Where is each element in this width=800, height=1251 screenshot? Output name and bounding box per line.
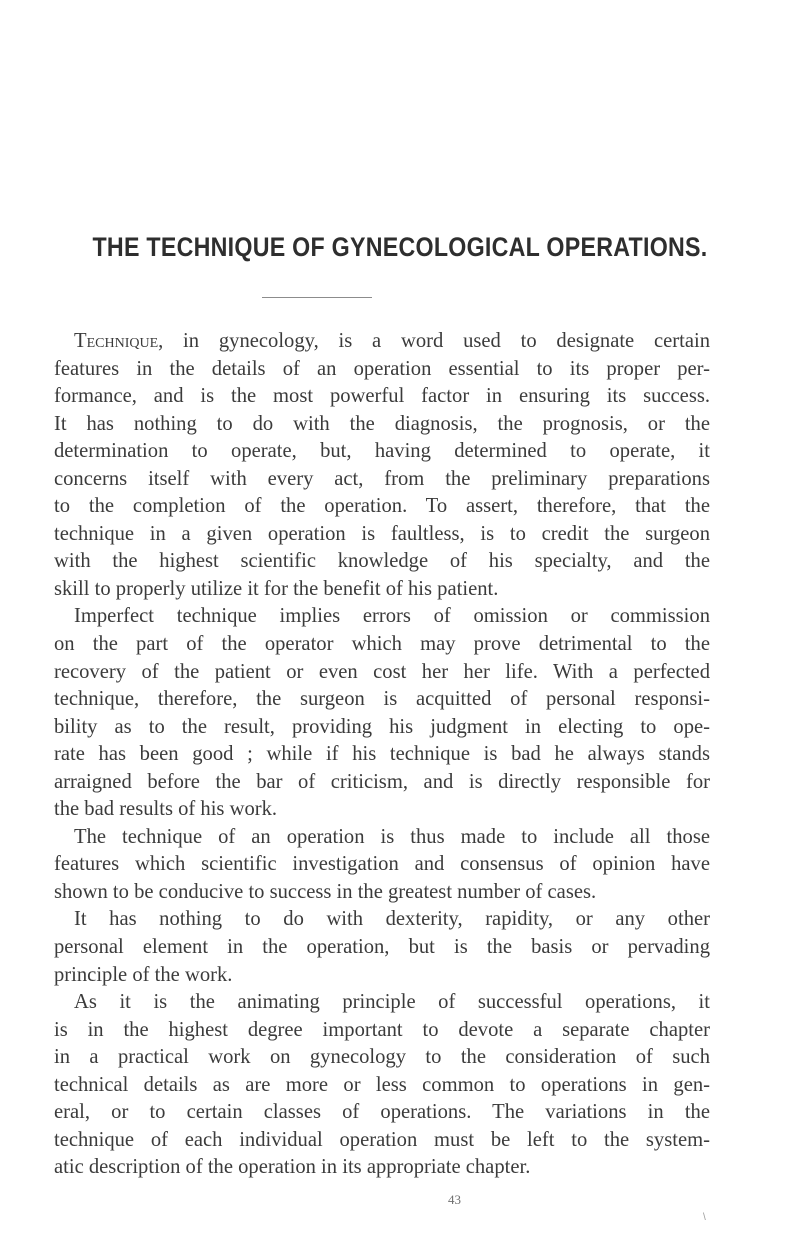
text-line: recovery of the patient or even cost her her life. With a perfected: [54, 660, 710, 683]
text-line: arraigned before the bar of criticism, and is directly responsible for: [54, 770, 710, 793]
text-line: formance, and is the most powerful factor in ensuring its success.: [54, 385, 710, 408]
text-line: rate has been good ; while if his technique is bad he always stands: [54, 743, 710, 766]
text-line: skill to properly utilize it for the benefit of his patient.: [54, 577, 499, 600]
page-number: 43: [448, 1192, 461, 1207]
text-line: principle of the work.: [54, 963, 233, 986]
chapter-title: THE TECHNIQUE OF GYNECOLOGICAL OPERATIONS.: [92, 232, 708, 262]
text-line: features which scientific investigation and consensus of opinion have: [54, 853, 710, 876]
text-line: It has nothing to do with the diagnosis, the prognosis, or the: [54, 412, 710, 435]
lead-word: Technique: [74, 330, 159, 352]
text-line: It has nothing to do with dexterity, rapidity, or any other: [74, 908, 710, 931]
text-line: Technique, in gynecology, is a word used to designate certain: [74, 330, 710, 352]
text-line: technique, therefore, the surgeon is acquitted of personal responsi-: [54, 688, 710, 711]
text-line: Imperfect technique implies errors of omission or commission: [74, 605, 710, 628]
text-line: in a practical work on gynecology to the consideration of such: [54, 1046, 710, 1069]
text-line: personal element in the operation, but is the basis or pervading: [54, 936, 710, 959]
text-line: shown to be conducive to success in the greatest number of cases.: [54, 880, 597, 903]
text-line: bility as to the result, providing his judgment in electing to ope-: [54, 715, 710, 738]
text-line: As it is the animating principle of successful operations, it: [74, 991, 710, 1014]
text-line: technical details as are more or less common to operations in gen-: [54, 1073, 710, 1096]
title-rule: [262, 297, 372, 298]
text-line: concerns itself with every act, from the preliminary preparations: [54, 467, 710, 490]
text-line: the bad results of his work.: [54, 798, 278, 821]
text-line: with the highest scientific knowledge of his specialty, and the: [54, 550, 710, 573]
text-line: determination to operate, but, having determined to operate, it: [54, 440, 710, 463]
text-line: atic description of the operation in its appropriate chapter.: [54, 1156, 531, 1179]
text-line: eral, or to certain classes of operations. The variations in the: [54, 1101, 710, 1124]
text-line: The technique of an operation is thus made to include all those: [74, 825, 710, 848]
stray-mark: \: [703, 1212, 706, 1223]
body-text: [54, 328, 710, 1182]
text-line: on the part of the operator which may prove detrimental to the: [54, 633, 710, 656]
text-line: technique in a given operation is faultless, is to credit the surgeon: [54, 522, 710, 545]
text-line: to the completion of the operation. To assert, therefore, that the: [54, 495, 710, 518]
text-line: is in the highest degree important to devote a separate chapter: [54, 1018, 710, 1041]
text-line: technique of each individual operation must be left to the system-: [54, 1128, 710, 1151]
text-line: features in the details of an operation essential to its proper per-: [54, 357, 710, 380]
